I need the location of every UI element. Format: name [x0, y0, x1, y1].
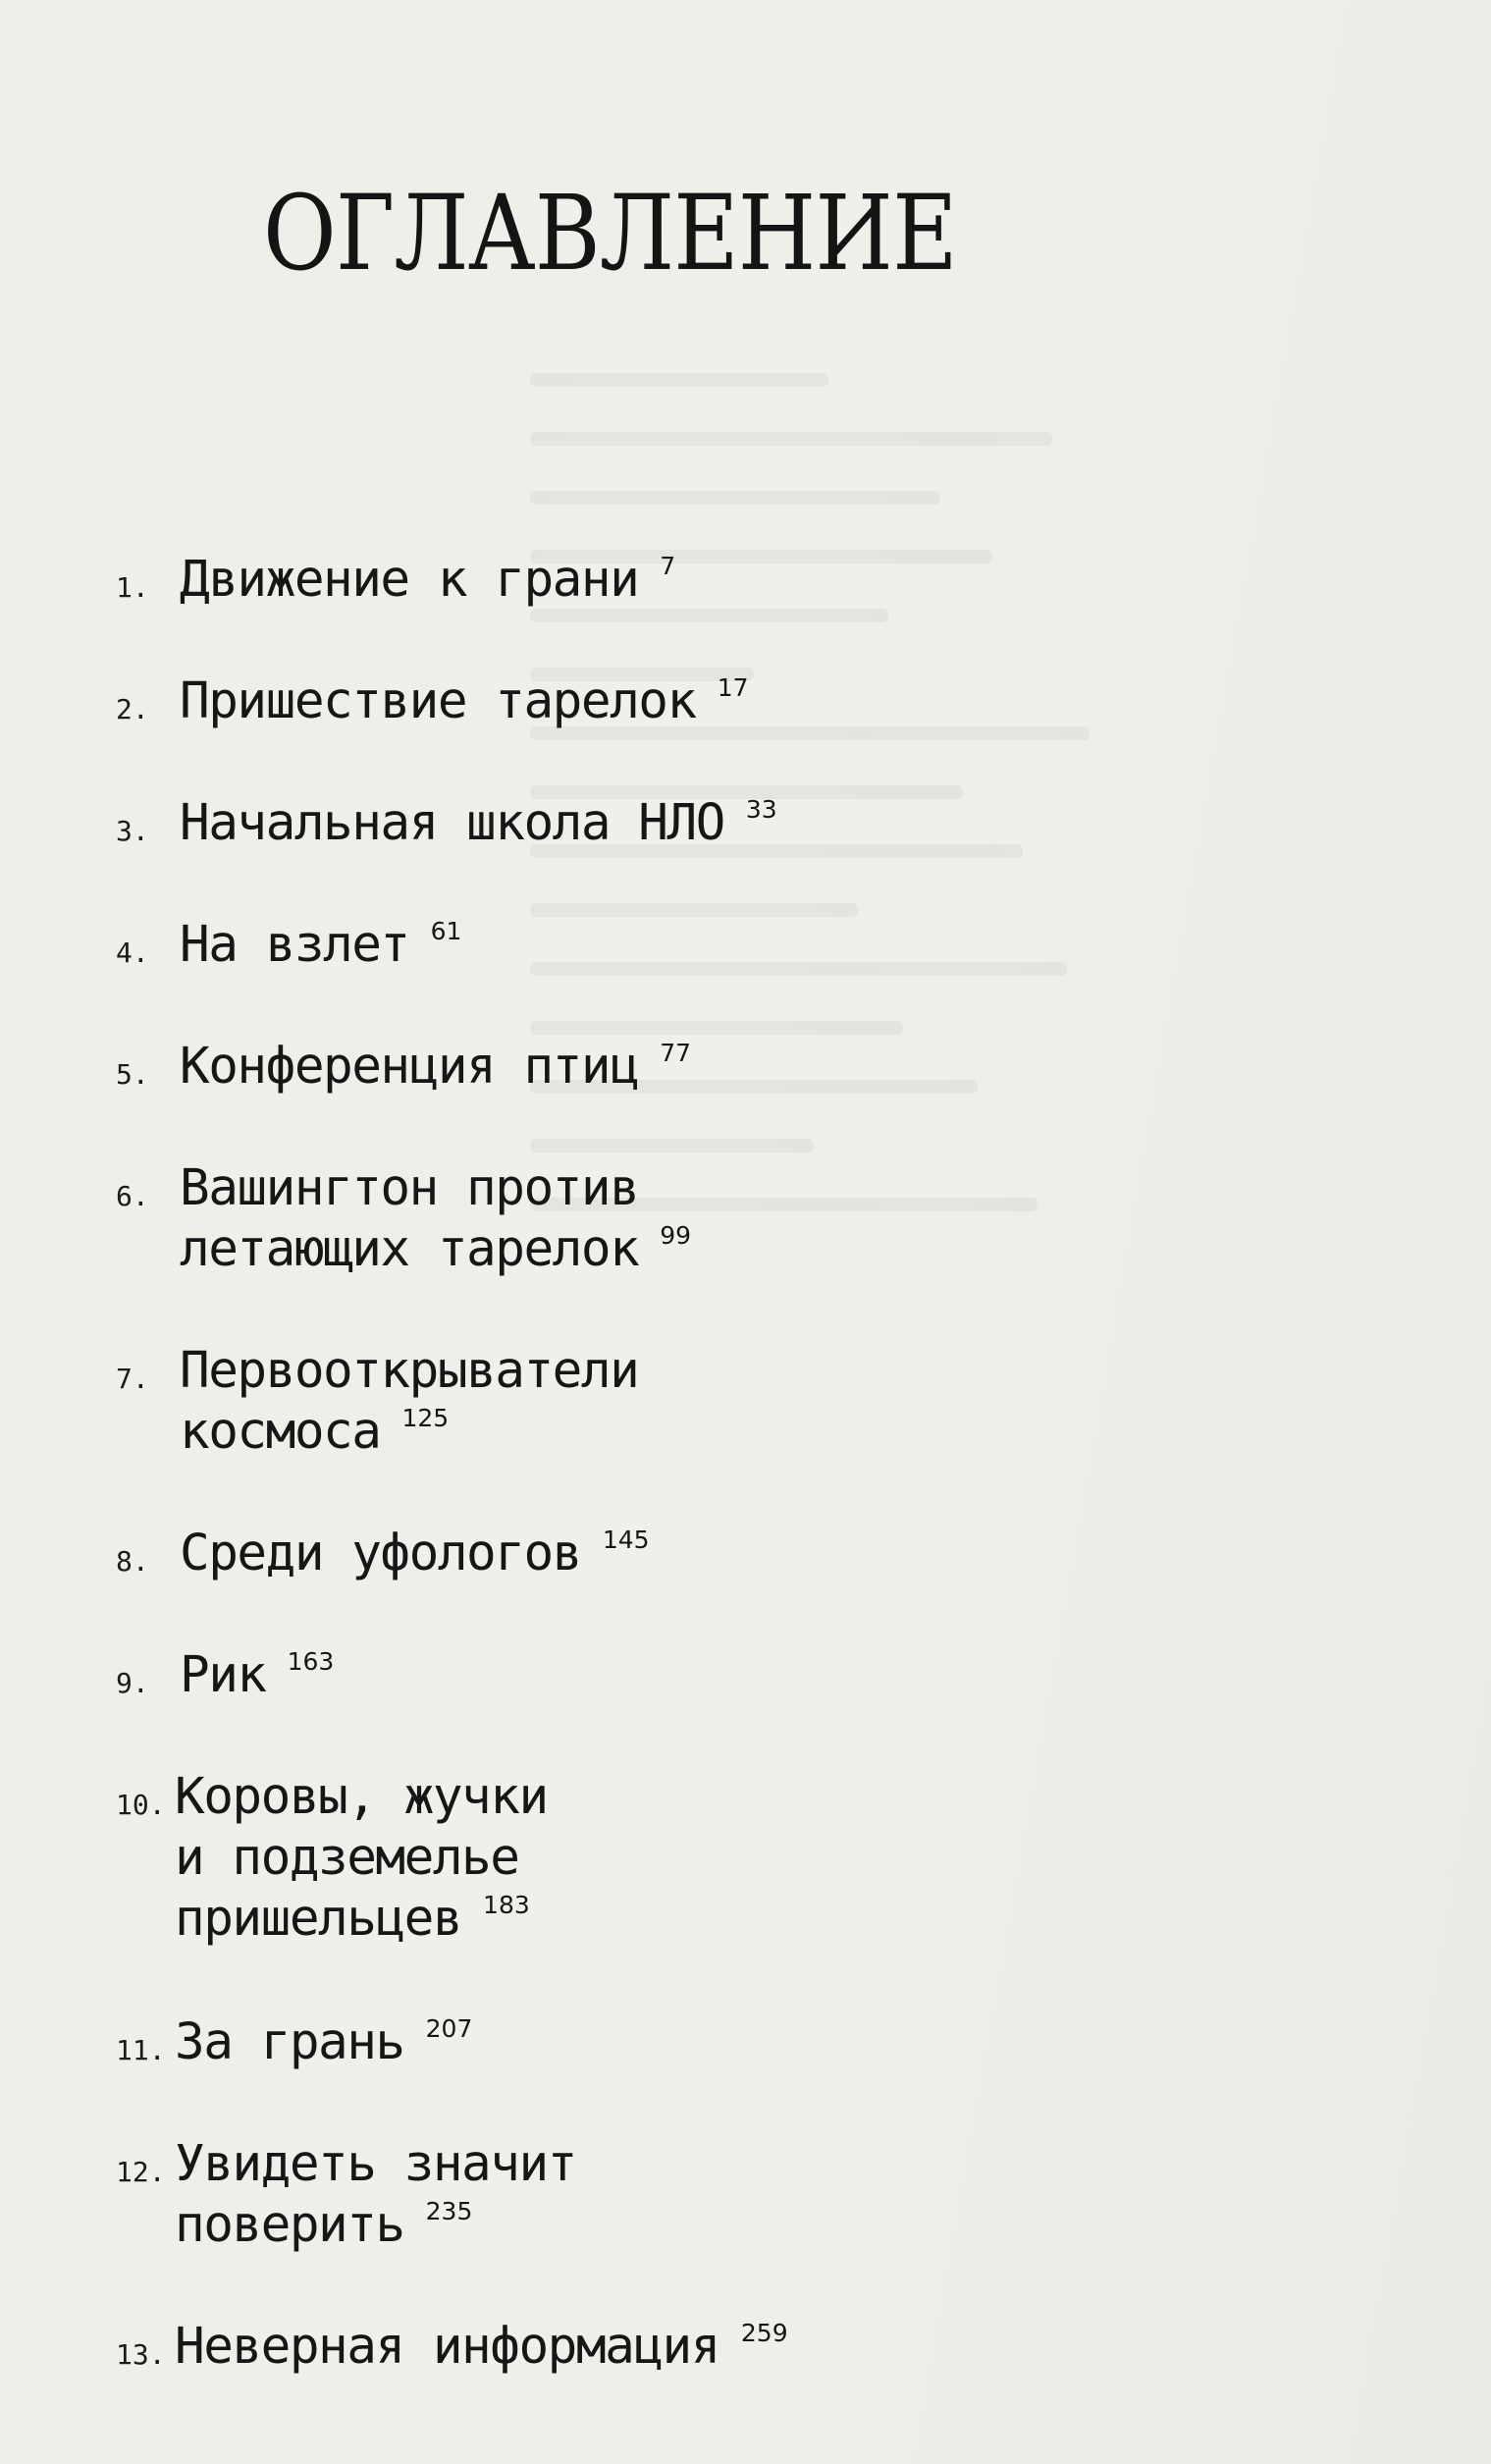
chapter-number: 5. [116, 1058, 149, 1091]
page-number: 145 [602, 1526, 650, 1554]
chapter-title-line: Конференция птиц [180, 1038, 639, 1096]
chapter-title-line: Неверная информация [175, 2318, 719, 2376]
chapter-title-line: Пришествие тарелок [180, 672, 696, 730]
chapter-title [180, 1158, 691, 1280]
chapter-number: 8. [116, 1545, 149, 1578]
page-number: 77 [660, 1039, 692, 1067]
chapter-title-line: космоса [180, 1403, 381, 1461]
chapter-number: 3. [116, 815, 149, 847]
chapter-title [180, 793, 777, 854]
chapter-title-line: Увидеть значит [175, 2135, 576, 2193]
chapter-title-line: На взлет [180, 916, 409, 974]
page-number: 183 [483, 1891, 530, 1919]
chapter-title-line: и подземелье [175, 1829, 519, 1887]
chapter-title [175, 2012, 472, 2073]
chapter-title-line: поверить [175, 2196, 404, 2254]
chapter-number: 10. [116, 1789, 166, 1821]
page-title: ОГЛАВЛЕНИЕ [263, 173, 957, 294]
page-number: 207 [425, 2014, 473, 2043]
chapter-title-line: Начальная школа НЛО [180, 794, 724, 852]
chapter-number: 9. [116, 1667, 149, 1699]
page-number: 17 [717, 673, 749, 702]
chapter-title-line: За грань [175, 2013, 404, 2071]
page-number: 33 [745, 795, 777, 824]
chapter-title-line: Вашингтон против [180, 1159, 639, 1217]
chapter-number: 6. [116, 1180, 149, 1212]
page-number: 163 [287, 1647, 335, 1676]
chapter-title [175, 2317, 788, 2378]
chapter-title-line: Первооткрыватели [180, 1342, 639, 1400]
chapter-title [180, 915, 461, 976]
chapter-title [180, 1341, 638, 1463]
chapter-number: 12. [116, 2156, 166, 2188]
chapter-number: 11. [116, 2034, 166, 2066]
page-number: 235 [425, 2197, 473, 2225]
chapter-number: 1. [116, 571, 149, 604]
page-number: 259 [740, 2319, 788, 2347]
page-number: 7 [660, 552, 676, 580]
chapter-title [180, 671, 749, 732]
page-number: 99 [660, 1221, 692, 1250]
page-number: 125 [401, 1404, 450, 1432]
chapter-title [175, 2134, 576, 2256]
chapter-title [180, 1524, 650, 1584]
chapter-title-line: Среди уфологов [180, 1525, 581, 1582]
chapter-number: 13. [116, 2338, 166, 2371]
chapter-title [180, 550, 675, 611]
page-number: 61 [430, 917, 462, 945]
chapter-title [180, 1645, 334, 1706]
chapter-title [180, 1037, 691, 1098]
chapter-number: 7. [116, 1363, 149, 1395]
chapter-title-line: Коровы, жучки [175, 1768, 548, 1826]
chapter-title [175, 1767, 548, 1950]
chapter-number: 4. [116, 937, 149, 969]
chapter-title-line: пришельцев [175, 1890, 462, 1948]
chapter-title-line: Рик [180, 1646, 266, 1704]
chapter-title-line: Движение к грани [180, 551, 639, 609]
chapter-number: 2. [116, 693, 149, 725]
chapter-title-line: летающих тарелок [180, 1220, 639, 1278]
